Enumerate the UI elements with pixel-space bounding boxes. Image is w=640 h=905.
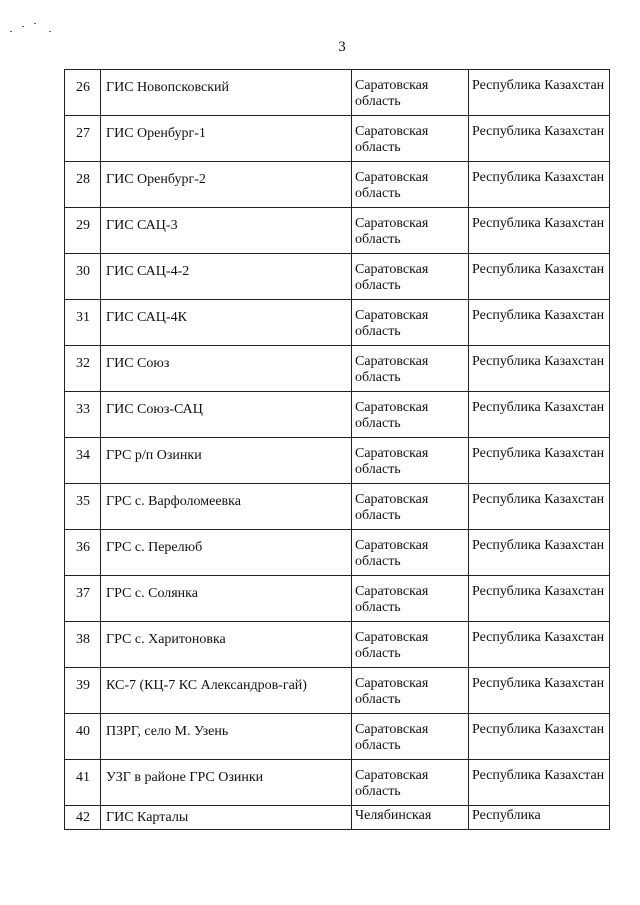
row-number-cell [65,438,101,484]
facility-name: ГРС с. Солянка [106,586,198,601]
facility-name: КС-7 (КЦ-7 КС Александров-гай) [106,678,307,693]
row-number-cell [65,576,101,622]
destination-cell: Республика Казахстан [472,676,605,691]
region-cell-cell [352,806,469,830]
row-number-cell [65,760,101,806]
facility-name: ГРС р/п Озинки [106,448,202,463]
document-table [64,69,610,830]
row-number: 28 [76,172,90,187]
facility-name: ГИС САЦ-3 [106,218,178,233]
row-number: 42 [76,810,90,825]
destination-cell: Республика Казахстан [472,124,605,139]
region-cell: Саратовская область [355,262,429,293]
region-cell-cell [352,760,469,806]
region-cell-cell [352,300,469,346]
row-number: 38 [76,632,90,647]
table-row [65,300,610,346]
facility-name-cell [101,622,352,668]
region-cell-cell [352,668,469,714]
facility-name-cell [101,760,352,806]
destination-cell-cell [469,116,610,162]
destination-cell-cell [469,162,610,208]
table-body [65,70,610,830]
region-cell-cell [352,162,469,208]
row-number: 30 [76,264,90,279]
table-row [65,530,610,576]
region-cell: Саратовская область [355,170,429,201]
facility-name: ГИС Оренбург-1 [106,126,206,141]
facility-name: ГИС Карталы [106,810,189,825]
scan-speck [22,26,24,27]
destination-cell: Республика Казахстан [472,354,605,369]
region-cell: Саратовская область [355,492,429,523]
page-number: 3 [338,39,346,55]
destination-cell-cell [469,346,610,392]
row-number: 26 [76,80,90,95]
row-number-cell [65,622,101,668]
row-number-cell [65,116,101,162]
region-cell-cell [352,70,469,116]
region-cell: Саратовская область [355,676,429,707]
row-number-cell [65,208,101,254]
row-number-cell [65,668,101,714]
destination-cell: Республика Казахстан [472,262,605,277]
table-row [65,254,610,300]
facility-name-cell [101,346,352,392]
row-number: 35 [76,494,90,509]
region-cell-cell [352,392,469,438]
facility-name: ГРС с. Перелюб [106,540,203,555]
destination-cell-cell [469,254,610,300]
facility-name: ГИС Новопсковский [106,80,229,95]
destination-cell: Республика Казахстан [472,538,605,553]
facility-name: ГИС САЦ-4-2 [106,264,190,279]
destination-cell: Республика Казахстан [472,170,605,185]
destination-cell: Республика Казахстан [472,722,605,737]
row-number-cell [65,392,101,438]
facility-name-cell [101,70,352,116]
row-number: 27 [76,126,90,141]
destination-cell-cell [469,760,610,806]
destination-cell-cell [469,668,610,714]
destination-cell-cell [469,300,610,346]
facility-name: ГРС с. Харитоновка [106,632,226,647]
scan-speck [10,31,12,32]
destination-cell: Республика Казахстан [472,308,605,323]
row-number-cell [65,300,101,346]
facility-name-cell [101,484,352,530]
facility-name-cell [101,116,352,162]
region-cell-cell [352,714,469,760]
row-number: 29 [76,218,90,233]
facility-name: ГИС САЦ-4К [106,310,187,325]
destination-cell-cell [469,576,610,622]
facility-name-cell [101,530,352,576]
table-row [65,760,610,806]
row-number-cell [65,162,101,208]
region-cell: Саратовская область [355,584,429,615]
table-row [65,70,610,116]
region-cell: Саратовская область [355,446,429,477]
row-number-cell [65,530,101,576]
region-cell: Саратовская область [355,354,429,385]
facility-name-cell [101,254,352,300]
facility-name-cell [101,392,352,438]
destination-cell-cell [469,530,610,576]
region-cell-cell [352,116,469,162]
facility-name-cell [101,438,352,484]
table-row [65,576,610,622]
region-cell-cell [352,438,469,484]
destination-cell-cell [469,806,610,830]
destination-cell-cell [469,438,610,484]
destination-cell-cell [469,208,610,254]
facility-name: ГРС с. Варфоломеевка [106,494,241,509]
facility-name: УЗГ в районе ГРС Озинки [106,770,264,785]
region-cell: Саратовская область [355,124,429,155]
facility-name-cell [101,714,352,760]
row-number: 34 [76,448,90,463]
row-number: 40 [76,724,90,739]
row-number: 31 [76,310,90,325]
row-number: 33 [76,402,90,417]
facility-name-cell [101,162,352,208]
facility-name-cell [101,806,352,830]
table-row [65,806,610,830]
destination-cell-cell [469,484,610,530]
row-number-cell [65,714,101,760]
destination-cell-cell [469,622,610,668]
table-row [65,346,610,392]
row-number: 41 [76,770,90,785]
table-row [65,116,610,162]
destination-cell: Республика [472,808,541,823]
destination-cell: Республика Казахстан [472,492,605,507]
facility-name: ГИС Союз [106,356,170,371]
region-cell-cell [352,622,469,668]
region-cell: Саратовская область [355,400,429,431]
facility-name-cell [101,300,352,346]
region-cell: Саратовская область [355,78,429,109]
row-number-cell [65,806,101,830]
facility-name-cell [101,668,352,714]
destination-cell: Республика Казахстан [472,446,605,461]
destination-cell: Республика Казахстан [472,216,605,231]
region-cell: Саратовская область [355,768,429,799]
region-cell-cell [352,208,469,254]
row-number-cell [65,70,101,116]
facility-name: ПЗРГ, село М. Узень [106,724,229,739]
facility-name: ГИС Оренбург-2 [106,172,206,187]
facility-name-cell [101,576,352,622]
region-cell: Саратовская область [355,216,429,247]
table-row [65,392,610,438]
table-row [65,162,610,208]
destination-cell-cell [469,392,610,438]
facility-name: ГИС Союз-САЦ [106,402,203,417]
table-row [65,714,610,760]
region-cell: Саратовская область [355,722,429,753]
region-cell-cell [352,530,469,576]
row-number: 32 [76,356,90,371]
destination-cell: Республика Казахстан [472,584,605,599]
table-row [65,438,610,484]
row-number-cell [65,346,101,392]
row-number-cell [65,484,101,530]
region-cell: Челябинская [355,808,432,823]
region-cell-cell [352,346,469,392]
row-number-cell [65,254,101,300]
table-row [65,668,610,714]
destination-cell-cell [469,70,610,116]
region-cell-cell [352,576,469,622]
region-cell: Саратовская область [355,308,429,339]
row-number: 37 [76,586,90,601]
facility-name-cell [101,208,352,254]
destination-cell: Республика Казахстан [472,78,605,93]
destination-cell: Республика Казахстан [472,400,605,415]
destination-cell: Республика Казахстан [472,630,605,645]
region-cell: Саратовская область [355,538,429,569]
destination-cell: Республика Казахстан [472,768,605,783]
region-cell: Саратовская область [355,630,429,661]
row-number: 36 [76,540,90,555]
destination-cell-cell [469,714,610,760]
region-cell-cell [352,484,469,530]
table-row [65,484,610,530]
row-number: 39 [76,678,90,693]
scan-speck [34,23,36,24]
table-row [65,622,610,668]
region-cell-cell [352,254,469,300]
table-row [65,208,610,254]
scan-speck [49,31,51,32]
